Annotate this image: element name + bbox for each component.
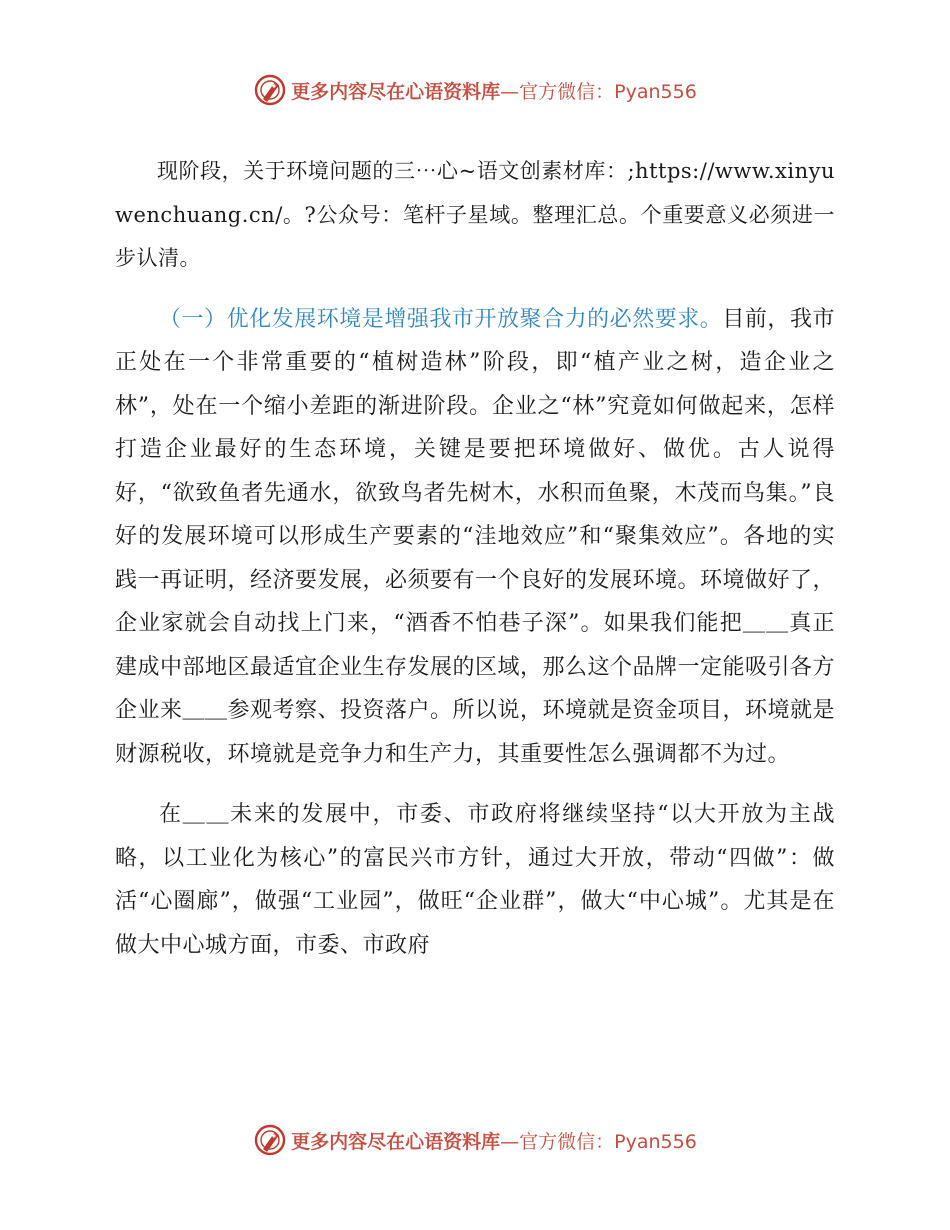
body-text (115, 150, 835, 967)
paragraph-intro: 现阶段，关于环境问题的三⋯心~语文创素材库：;https://www.xinyuwenchuang.cn/。?公众号：笔杆子星域。整理汇总。个重要意义必须进一步认清。 (115, 159, 835, 270)
pen-nib-circle-icon (253, 1123, 287, 1157)
footer-banner[interactable] (0, 1122, 950, 1158)
banner-wechat: —官方微信：Pyan556 (500, 80, 697, 103)
section-heading: （一）优化发展环境是增强我市开放聚合力的必然要求。 (159, 306, 723, 332)
pen-nib-circle-icon (253, 73, 287, 107)
section-body: 目前，我市正处在一个非常重要的“植树造林”阶段，即“植产业之树，造企业之林”，处在一个缩小差距的渐进阶段。企业之“林”究竟如何做起来，怎样打造企业最好的生态环境，关键是要把环境做好、做优。古人说得好，“欲致鱼者先通水，欲致鸟者先树木，水积而鱼聚，木茂而鸟集。”良好的发展环境可以形成生产要素的“洼地效应”和“聚集效应”。各地的实践一再证明，经济要发展，必须要有一个良好的发展环境。环境做好了，企业家就会自动找上门来，“酒香不怕巷子深”。如果我们能把＿＿真正建成中部地区最适宜企业生存发展的区域，那么这个品牌一定能吸引各方企业来＿＿参观考察、投资落户。所以说，环境就是资金项目，环境就是财源税收，环境就是竞争力和生产力，其重要性怎么强调都不为过。 (115, 306, 836, 767)
banner-brand: 更多内容尽在心语资料库 (291, 1130, 501, 1153)
paragraph-section-one (115, 298, 835, 777)
banner-text (291, 77, 697, 104)
banner-text (291, 1127, 697, 1154)
paragraph-future-development: 在＿＿未来的发展中，市委、市政府将继续坚持“以大开放为主战略，以工业化为核心”的富民兴市方针，通过大开放，带动“四做”：做活“心圈廊”，做强“工业园”，做旺“企业群”，做大“中心城”。尤其是在做大中心城方面，市委、市政府 (115, 802, 835, 958)
banner-brand: 更多内容尽在心语资料库 (291, 80, 501, 103)
header-banner[interactable] (0, 72, 950, 108)
banner-wechat: —官方微信：Pyan556 (500, 1130, 697, 1153)
